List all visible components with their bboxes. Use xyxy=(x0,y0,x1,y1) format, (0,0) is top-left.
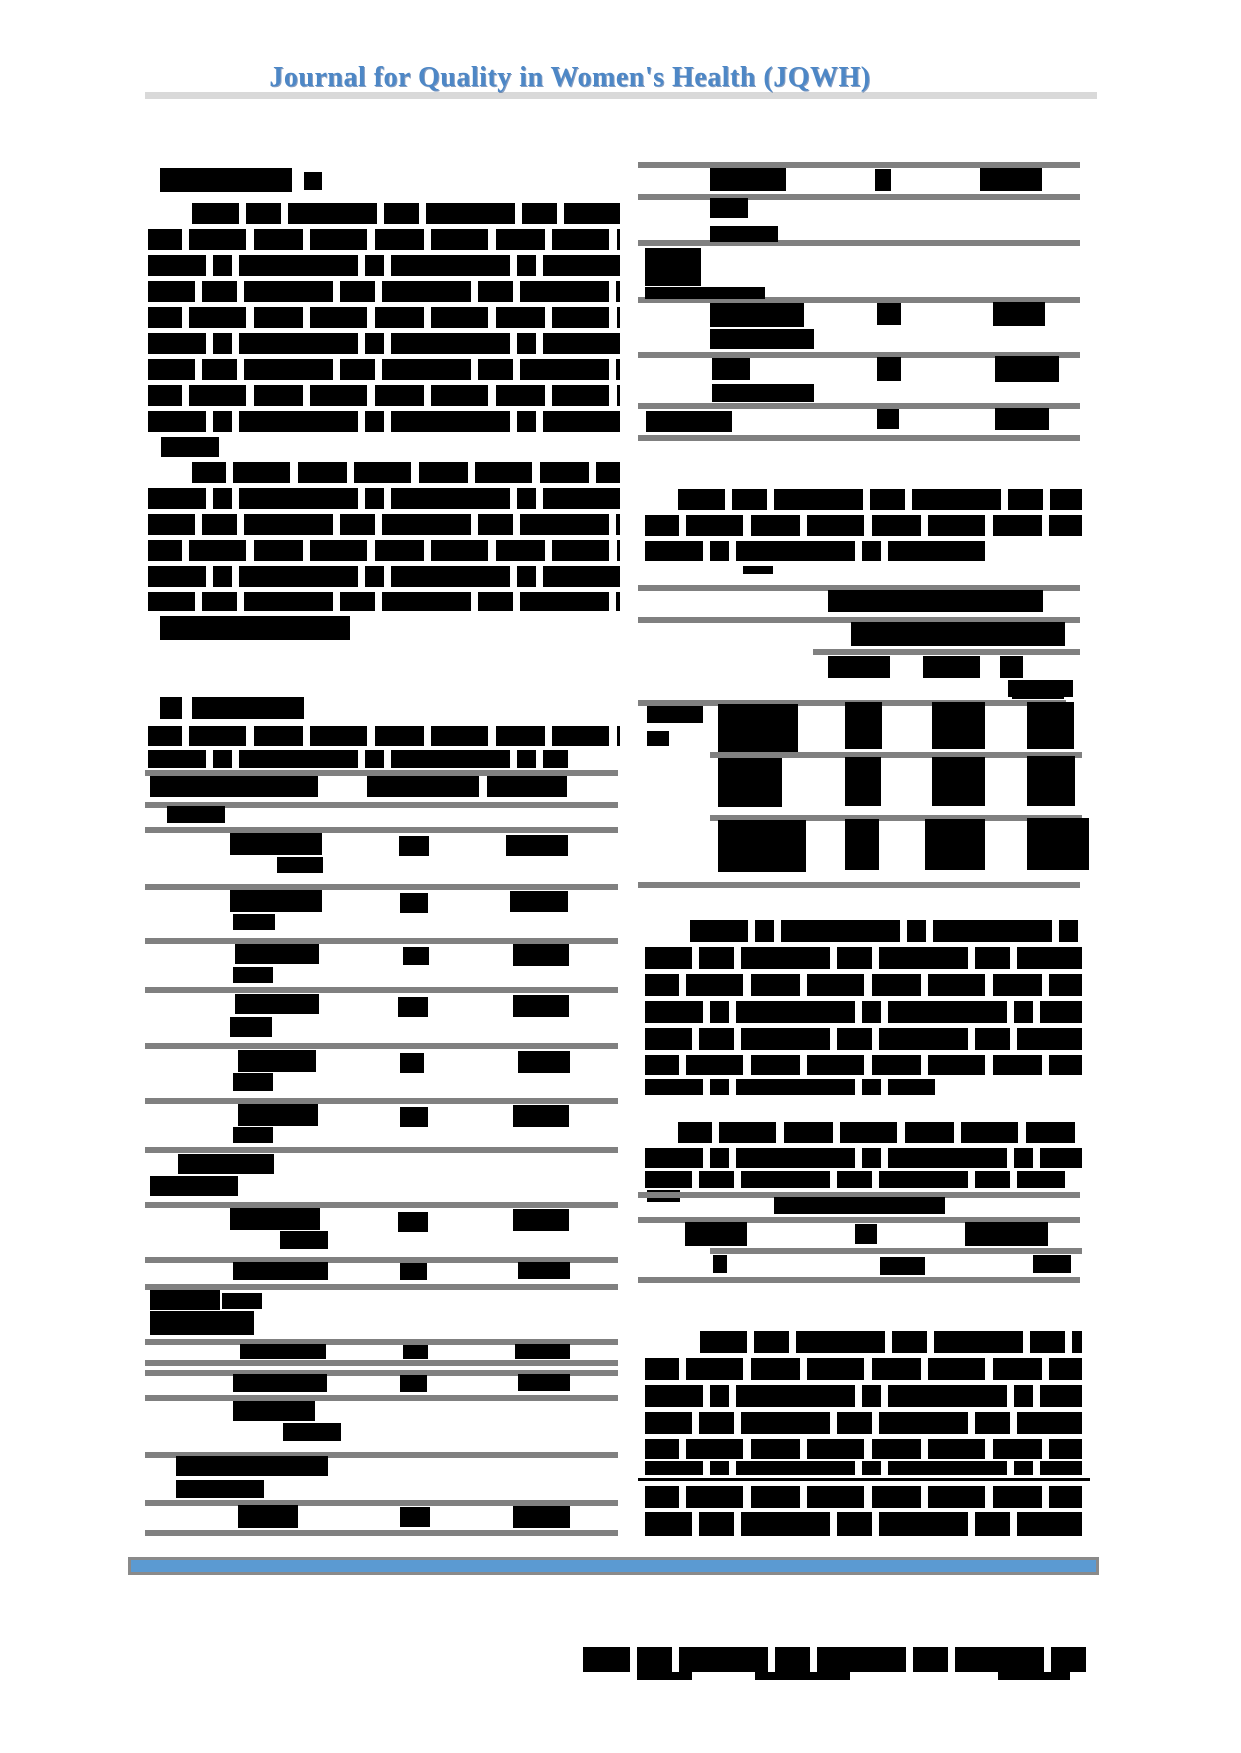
journal-title: Journal for Quality in Women's Health (JQWH) xyxy=(269,62,871,93)
redacted-cell xyxy=(755,1672,850,1680)
redacted-cell xyxy=(637,1672,692,1680)
redacted-cell xyxy=(998,1672,1070,1680)
redacted-footer-text xyxy=(583,1647,1093,1672)
bottom-accent-bar xyxy=(128,1557,1099,1575)
